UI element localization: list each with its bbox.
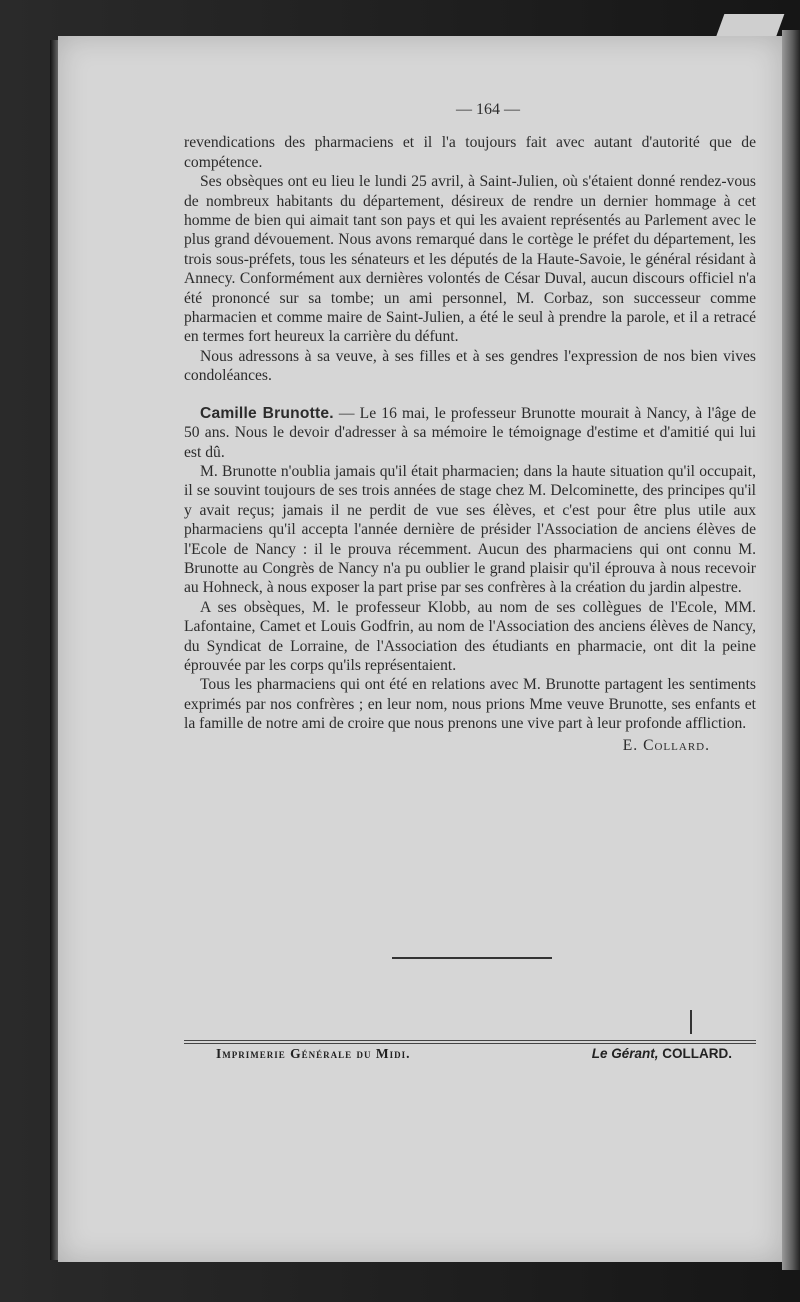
footer-rule — [184, 1040, 756, 1041]
manager-name: COLLARD. — [662, 1046, 732, 1061]
paragraph: Ses obsèques ont eu lieu le lundi 25 avril, à Saint-Julien, où s'étaient donné rendez-vous de nombreux habitants du département, désireux de rendre un dernier hommage à cet homme de bien qui aimait tant son pays et qui les avaient représentés au Parlement avec le plus grand dévouement. Nous avons remarqué dans le cortège le préfet du département, les trois sous-préfets, tous les sénateurs et les députés de la Haute-Savoie, le général résidant à Annecy. Conformément aux dernières volontés de César Duval, aucun discours officiel n'a été prononcé sur sa tombe; un ami personnel, M. Corbaz, son successeur comme pharmacien et comme maire de Saint-Julien, a été le seul à prendre la parole, et il a retracé en termes fort heureux la carrière du défunt. — [184, 173, 756, 346]
paragraph: revendications des pharmaciens et il l'a toujours fait avec autant d'autorité que de compétence. — [184, 134, 756, 171]
page-corner-tab — [716, 14, 785, 38]
manager-credit — [592, 1046, 732, 1062]
footer-rule — [184, 1043, 756, 1044]
paragraph: A ses obsèques, M. le professeur Klobb, au nom de ses collègues de l'Ecole, MM. Lafontaine, Camet et Louis Godfrin, au nom de l'Association des anciens élèves de Nancy, du Syndicat de Lorraine, de l'Association des étudiants en pharmacie, ont dit la peine éprouvée par les corps qu'ils représentaient. — [184, 598, 756, 674]
section-divider — [392, 957, 552, 959]
paragraph: Tous les pharmaciens qui ont été en relations avec M. Brunotte partagent les sentiments exprimés par nos confrères ; en leur nom, nous prions Mme veuve Brunotte, ses enfants et la famille de notre ami de croire que nous prenons une vive part à leur profonde affliction. — [184, 676, 756, 733]
signature: E. Collard. — [622, 736, 710, 754]
paragraph: Nous adressons à sa veuve, à ses filles et à ses gendres l'expression de nos bien vives condoléances. — [184, 347, 756, 385]
paragraph: M. Brunotte n'oublia jamais qu'il était pharmacien; dans la haute situation qu'il occupait, il se souvint toujours de ses trois années de stage chez M. Delcominette, des principes qu'il y avait reçus; jamais il ne perdit de vue ses élèves, et c'est pour être plus utile aux pharmaciens qu'il accepta l'année dernière de présider l'Association de anciens élèves de l'Ecole de Nancy : il le prouva récemment. Aucun des pharmaciens qui ont connu M. Brunotte au Congrès de Nancy n'a pu oublier le grand plaisir qu'il éprouva à nous recevoir au Hohneck, à nous exposer la part prise par ses confrères à la création du jardin alpestre. — [184, 462, 756, 597]
page-content — [184, 100, 756, 755]
obituary-name: Camille Brunotte. — [200, 404, 334, 422]
obituary-intro: — Le 16 mai, le professeur Brunotte mourait à Nancy, à l'âge de 50 ans. Nous le devoir d'adresser à sa mémoire le témoignage d'estime et d'amitié qui lui est dû. — [184, 404, 756, 461]
page-stack-edge — [782, 30, 800, 1270]
manager-label: Le Gérant, — [591, 1046, 659, 1061]
section-gap — [184, 386, 756, 404]
obituary-heading-paragraph — [184, 404, 756, 462]
footer — [216, 1046, 732, 1062]
printer-imprint: Imprimerie Générale du Midi. — [216, 1046, 411, 1061]
page-number: — 164 — — [456, 101, 520, 118]
ink-mark — [690, 1010, 692, 1034]
